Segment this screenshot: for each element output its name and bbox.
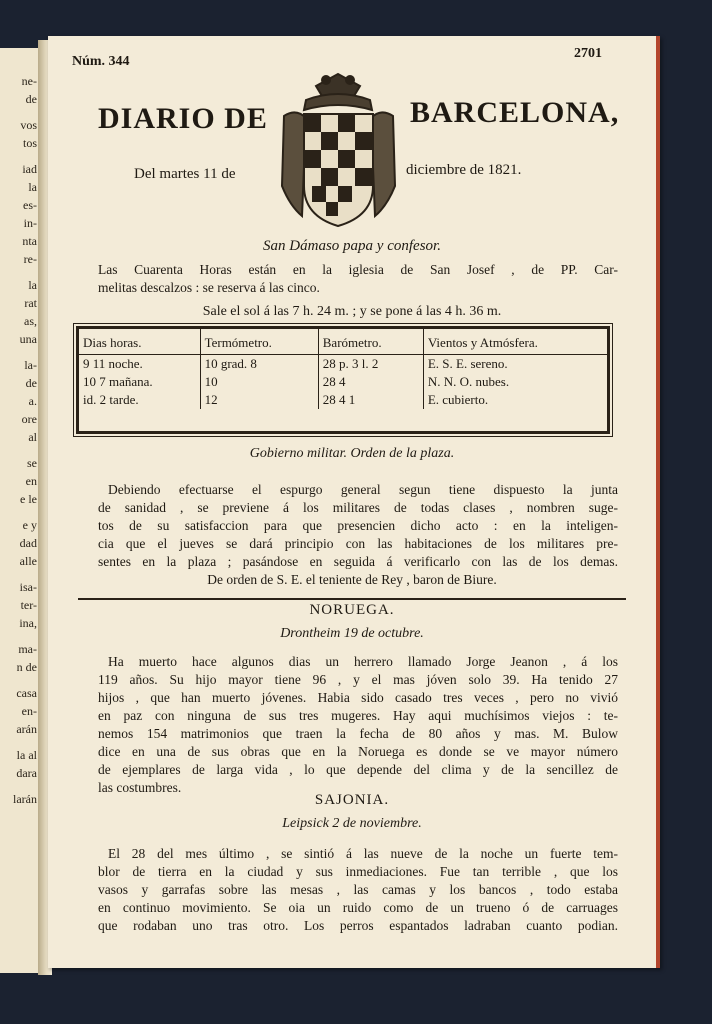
left-page-fragment: dara — [16, 766, 37, 780]
noruega-line: las costumbres. — [98, 780, 182, 795]
left-page-fragment: rat — [24, 296, 37, 310]
row-thermometer: 10 grad. 8 — [200, 355, 318, 374]
row-thermometer: 12 — [200, 391, 318, 409]
left-page-fragment: ina, — [19, 616, 37, 630]
left-page-edge — [0, 48, 42, 973]
noruega-line: en paz con ninguna de sus tres mugeres. Hay aqui muchísimos viejos : te- — [98, 708, 618, 723]
left-page-fragment: nta — [22, 234, 37, 248]
left-page-fragment: en — [25, 474, 37, 488]
left-page-fragment: as, — [24, 314, 37, 328]
page-number: 2701 — [574, 46, 602, 61]
row-wind: N. N. O. nubes. — [423, 373, 607, 391]
left-page-fragment: e y — [22, 518, 37, 532]
left-page-fragment: n de — [16, 660, 37, 674]
left-page-fragment: alle — [19, 554, 37, 568]
saint-of-day: San Dámaso papa y confesor. — [263, 238, 441, 254]
row-day: id. — [83, 392, 97, 407]
sajonia-line: vasos y garrafas sobre las mesas , las camas y los bancos , todo estaba — [98, 882, 618, 897]
weather-table — [76, 326, 610, 434]
left-page-fragment: dad — [19, 536, 37, 550]
left-page-fragment: de — [25, 92, 37, 106]
left-page-fragment: se — [27, 456, 37, 470]
left-page-fragment: larán — [13, 792, 37, 806]
row-wind: E. cubierto. — [423, 391, 607, 409]
left-page-fragment: arán — [16, 722, 37, 736]
header-thermometer: Termómetro. — [200, 329, 318, 355]
sajonia-line: blor de tierra en la ciudad y sus inmediaciones. Fue tan terrible , que los — [98, 864, 618, 879]
header-days-hours: Dias horas. — [79, 329, 200, 355]
weather-row — [79, 355, 607, 374]
left-page-fragment: in- — [23, 216, 37, 230]
gobierno-line: tos de su satisfaccion para que presencien dicho acto : en la inteligen- — [98, 518, 618, 533]
date-left: Del martes 11 de — [134, 166, 236, 182]
noruega-line: nemos 154 matrimonios que traen la fecha de 80 años y mas. M. Bulow — [98, 726, 618, 741]
left-page-fragment: a. — [28, 394, 37, 408]
left-page-fragment: al — [28, 430, 37, 444]
left-page-fragment: es- — [23, 198, 37, 212]
left-page-fragment: la- — [24, 358, 37, 372]
noruega-line: de ejemplares de larga vida , lo que depende del clima y de la sencillez de — [98, 762, 618, 777]
sajonia-line: que rodaban uno tras otro. Los perros espantados ladraban cuanto podian. — [98, 918, 618, 933]
gobierno-line: de sanidad , se previene á los militares de todas clases , nombren suge- — [98, 500, 618, 515]
row-wind: E. S. E. sereno. — [423, 355, 607, 374]
left-page-fragment: isa- — [19, 580, 37, 594]
forty-hours-line-1: Las Cuarenta Horas están en la iglesia de San Josef , de PP. Car- — [98, 262, 618, 277]
weather-row — [79, 391, 607, 409]
forty-hours-line-2: melitas descalzos : se reserva á las cinco. — [98, 280, 320, 295]
gobierno-title: Gobierno militar. Orden de la plaza. — [249, 446, 455, 461]
row-day: 9 — [83, 356, 90, 371]
row-barometer: 28 4 1 — [318, 391, 423, 409]
section-divider — [78, 598, 626, 600]
gobierno-signature: De orden de S. E. el teniente de Rey , baron de Biure. — [207, 572, 497, 587]
row-barometer: 28 4 — [318, 373, 423, 391]
left-page-fragment: iad — [22, 162, 37, 176]
left-page-fragment: ter- — [20, 598, 37, 612]
left-page-fragment: casa — [16, 686, 37, 700]
noruega-dateline: Drontheim 19 de octubre. — [280, 626, 424, 641]
sunrise-sunset: Sale el sol á las 7 h. 24 m. ; y se pone á las 4 h. 36 m. — [202, 304, 502, 319]
left-page-fragment: ore — [21, 412, 37, 426]
left-page-fragment: re- — [23, 252, 37, 266]
masthead-left: DIARIO DE — [98, 102, 268, 135]
coat-of-arms-icon — [276, 66, 401, 232]
row-thermometer: 10 — [200, 373, 318, 391]
left-page-fragment: la al — [16, 748, 37, 762]
noruega-line: hijos , que han muerto jóvenes. Habia sido casado tres veces , pero no vivió — [98, 690, 618, 705]
noruega-line: dice en una de sus obras que en la Noruega es donde se ve mayor número — [98, 744, 618, 759]
noruega-line: 119 años. Su hijo mayor tiene 96 , y el mas jóven solo 39. Ha tenido 27 — [98, 672, 618, 687]
row-hour: 2 tarde. — [99, 392, 139, 407]
left-page-fragment: tos — [22, 136, 37, 150]
header-winds: Vientos y Atmósfera. — [423, 329, 607, 355]
row-day: 10 — [83, 374, 96, 389]
date-right: diciembre de 1821. — [406, 162, 522, 178]
row-barometer: 28 p. 3 l. 2 — [318, 355, 423, 374]
gobierno-line: Debiendo efectuarse el espurgo general segun tiene dispuesto la junta — [108, 482, 618, 497]
left-page-fragment: ma- — [18, 642, 37, 656]
sajonia-line: El 28 del mes último , se sintió á las nueve de la noche un fuerte tem- — [108, 846, 618, 861]
left-page-fragment: e le — [20, 492, 37, 506]
left-page-fragment: de — [25, 376, 37, 390]
sajonia-title: SAJONIA. — [314, 792, 390, 808]
noruega-title: NORUEGA. — [309, 602, 395, 618]
gobierno-line: cia que el jueves se dará principio con las habitaciones de los militares pre- — [98, 536, 618, 551]
gobierno-line: sentes en la plaza ; pasándose en seguida á verificarlo con las de los demas. — [98, 554, 618, 569]
left-page-fragment: vos — [20, 118, 37, 132]
noruega-line: Ha muerto hace algunos dias un herrero llamado Jorge Jeanon , á los — [108, 654, 618, 669]
sajonia-line: en continuo movimiento. Se oia un ruido como de un trueno ó de carruages — [98, 900, 618, 915]
weather-row — [79, 373, 607, 391]
left-page-fragment: la — [28, 278, 37, 292]
header-barometer: Barómetro. — [318, 329, 423, 355]
issue-number: Núm. 344 — [72, 54, 130, 69]
left-page-fragment: una — [19, 332, 37, 346]
masthead-right: BARCELONA, — [410, 96, 620, 129]
row-hour: 7 mañana. — [99, 374, 153, 389]
sajonia-dateline: Leipsick 2 de noviembre. — [282, 816, 422, 831]
row-hour: 11 noche. — [92, 356, 143, 371]
left-page-fragment: en- — [21, 704, 37, 718]
newspaper-page — [48, 36, 660, 968]
left-page-fragment: ne- — [21, 74, 37, 88]
left-page-fragment: la — [28, 180, 37, 194]
